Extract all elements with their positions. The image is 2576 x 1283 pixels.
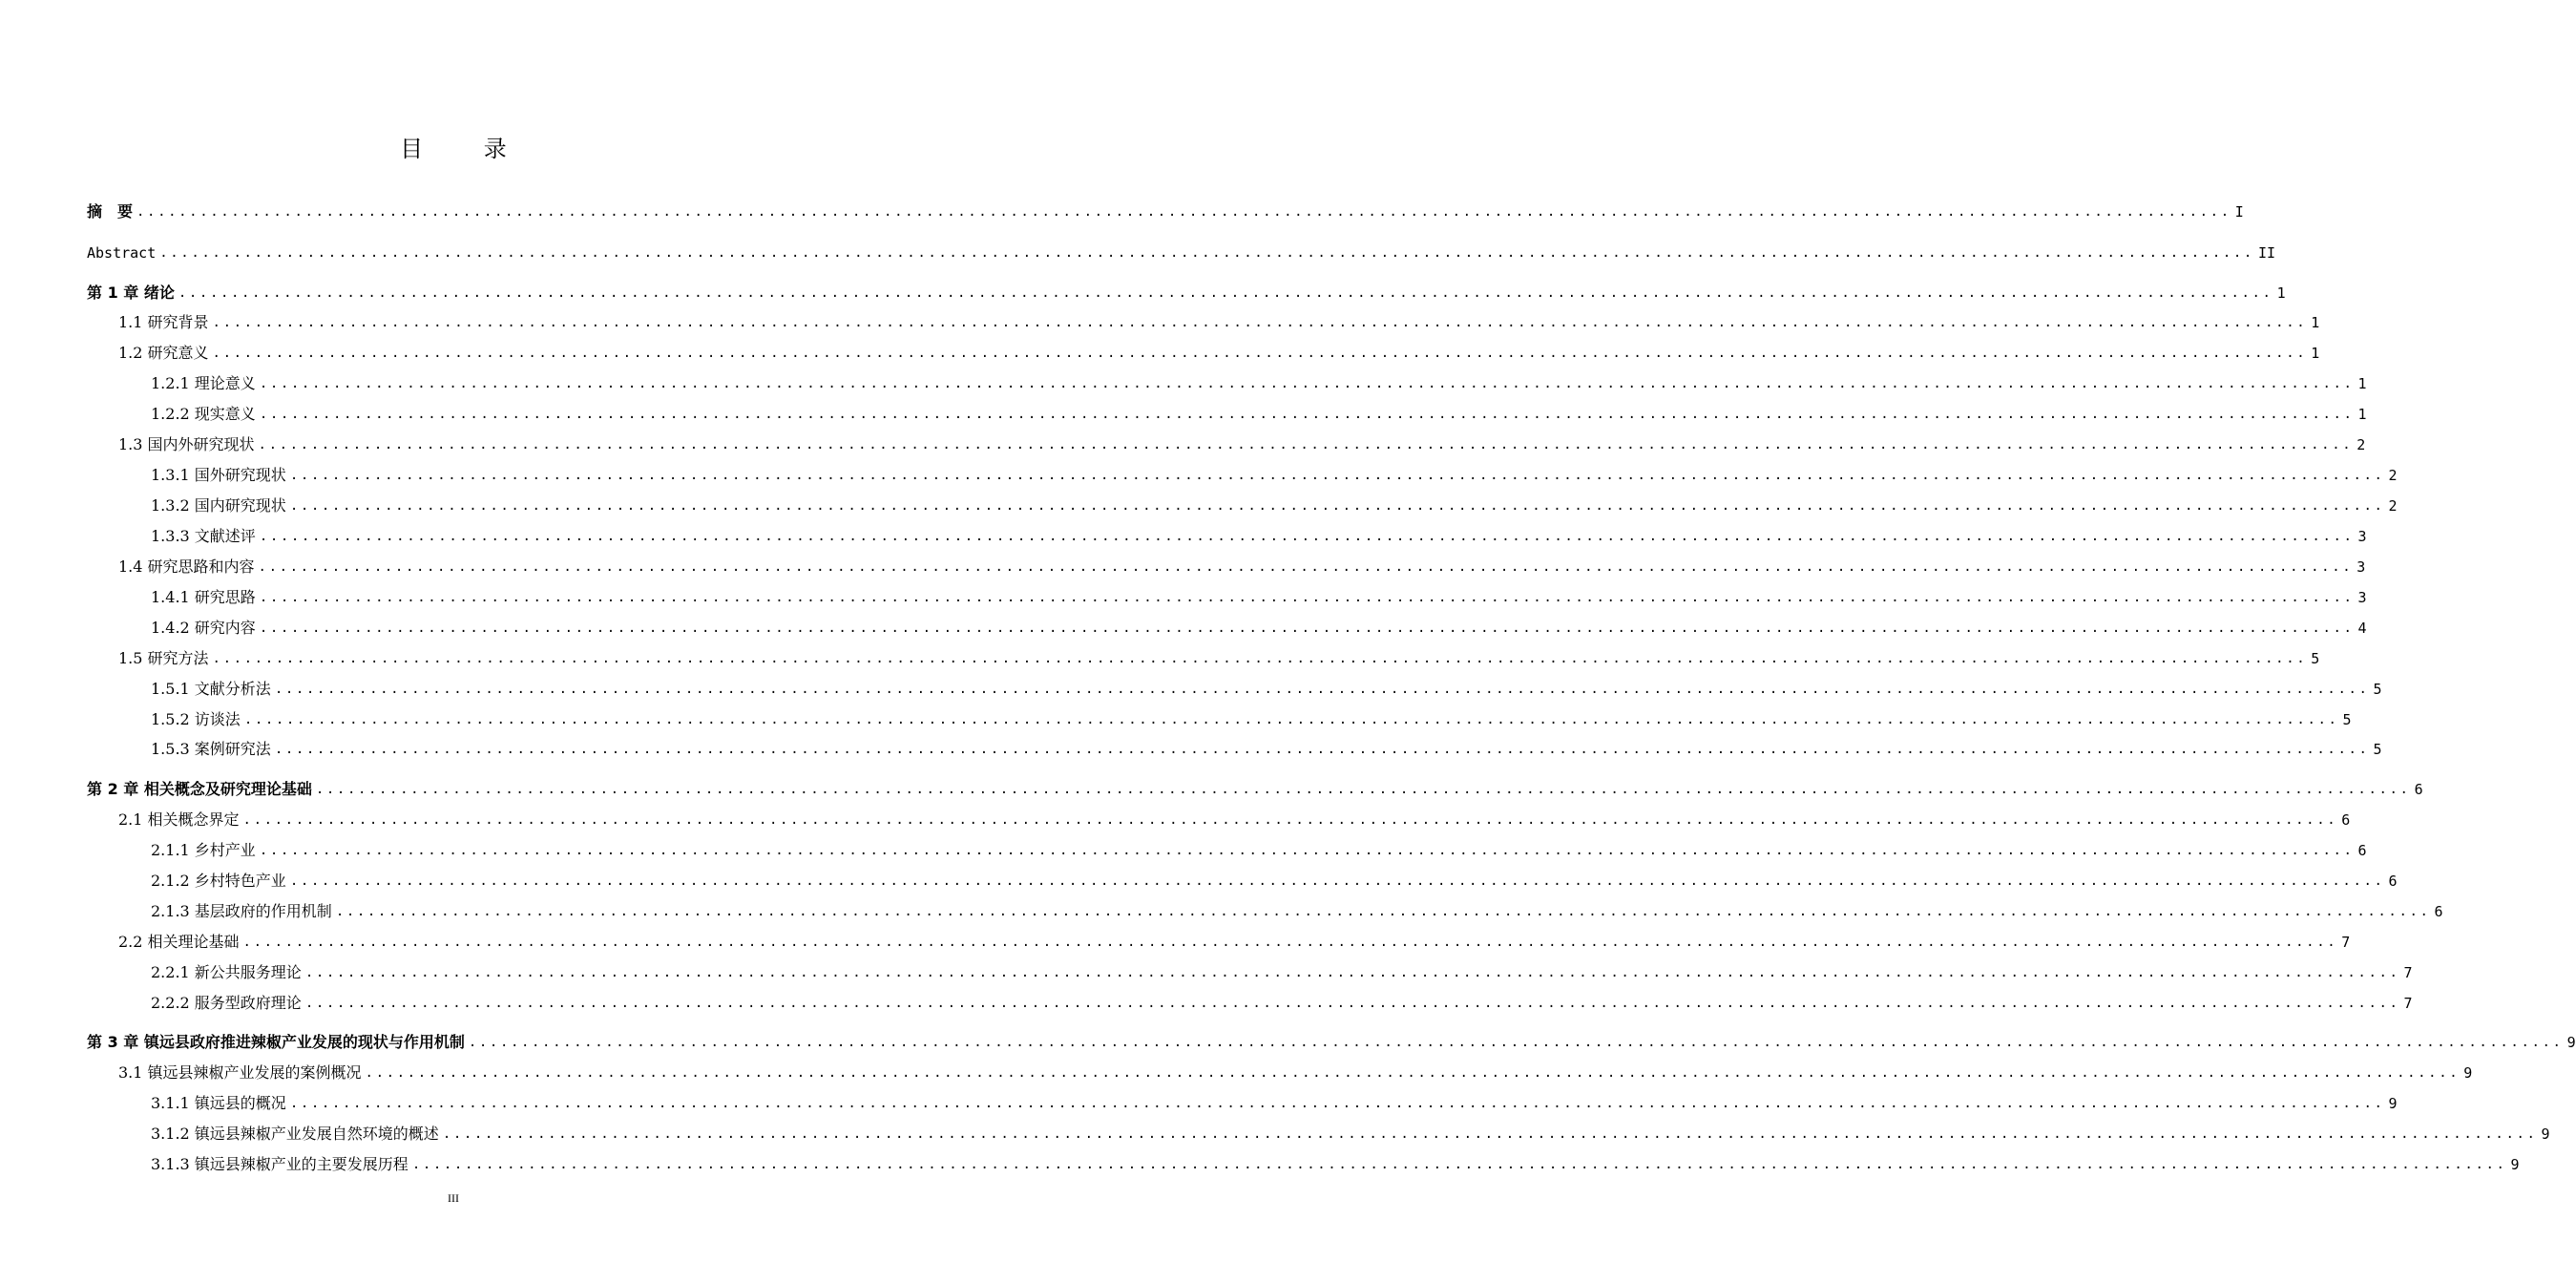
toc-leader-dots: ....................................................................................................................................................................................................... bbox=[258, 559, 2354, 575]
toc-entry-title: 第 1 章 绪论 bbox=[87, 284, 175, 302]
toc-leader-dots: ....................................................................................................................................................................................................... bbox=[212, 651, 2308, 666]
toc-entry[interactable] bbox=[87, 776, 2423, 799]
toc-entry-title: 1.4 研究思路和内容 bbox=[118, 557, 255, 576]
toc-leader-dots: ....................................................................................................................................................................................................... bbox=[468, 1035, 2564, 1050]
toc-leader-dots: ....................................................................................................................................................................................................... bbox=[304, 965, 2400, 980]
toc-entry-page: 5 bbox=[2373, 741, 2382, 758]
toc-leader-dots: ....................................................................................................................................................................................................... bbox=[242, 935, 2338, 950]
toc-entry[interactable] bbox=[151, 584, 2367, 607]
toc-entry-title: 1.1 研究背景 bbox=[118, 313, 209, 331]
toc-leader-dots: ....................................................................................................................................................................................................... bbox=[136, 204, 2231, 220]
toc-entry[interactable] bbox=[151, 1151, 2520, 1174]
toc-entry[interactable] bbox=[118, 645, 2320, 668]
toc-entry-page: 5 bbox=[2373, 681, 2382, 698]
toc-entry-title: 2.1.1 乡村产业 bbox=[151, 841, 256, 859]
toc-entry[interactable] bbox=[87, 1029, 2576, 1052]
toc-entry[interactable] bbox=[151, 493, 2398, 515]
toc-entry-page: II bbox=[2257, 244, 2276, 262]
toc-entry-title: 2.2.2 服务型政府理论 bbox=[151, 994, 302, 1012]
toc-leader-dots: ....................................................................................................................................................................................................... bbox=[289, 1096, 2385, 1111]
toc-leader-dots: ....................................................................................................................................................................................................... bbox=[242, 812, 2338, 828]
toc-entry[interactable] bbox=[151, 523, 2367, 546]
page-number: III bbox=[448, 1191, 459, 1205]
toc-leader-dots: ....................................................................................................................................................................................................... bbox=[258, 437, 2354, 452]
toc-entry-page: 1 bbox=[2357, 406, 2367, 423]
toc-entry-title: 1.5.3 案例研究法 bbox=[151, 740, 271, 758]
toc-entry-title: 2.1.2 乡村特色产业 bbox=[151, 872, 286, 890]
toc-entry[interactable] bbox=[151, 401, 2367, 424]
toc-leader-dots: ....................................................................................................................................................................................................... bbox=[212, 346, 2308, 361]
toc-entry-page: 1 bbox=[2276, 284, 2286, 302]
toc-entry-page: 7 bbox=[2403, 995, 2413, 1012]
toc-entry-page: 4 bbox=[2357, 620, 2367, 637]
toc-entry-page: 7 bbox=[2341, 934, 2351, 951]
toc-entry-title: 1.2 研究意义 bbox=[118, 344, 209, 362]
toc-entry-page: 3 bbox=[2357, 528, 2367, 545]
toc-entry[interactable] bbox=[151, 370, 2367, 393]
toc-leader-dots: ....................................................................................................................................................................................................... bbox=[365, 1065, 2461, 1081]
toc-leader-dots: ....................................................................................................................................................................................................... bbox=[243, 712, 2339, 727]
toc-entry-title: 1.3 国内外研究现状 bbox=[118, 435, 255, 453]
toc-entry[interactable] bbox=[151, 837, 2367, 860]
toc-entry-title: 第 2 章 相关概念及研究理论基础 bbox=[87, 780, 312, 798]
toc-entry-title: 2.2.1 新公共服务理论 bbox=[151, 963, 302, 981]
toc-entry-title: Abstract bbox=[87, 244, 157, 262]
toc-leader-dots: ....................................................................................................................................................................................................... bbox=[335, 904, 2431, 919]
toc-leader-dots: ....................................................................................................................................................................................................... bbox=[442, 1126, 2538, 1142]
toc-leader-dots: ....................................................................................................................................................................................................... bbox=[289, 498, 2385, 514]
toc-entry[interactable] bbox=[151, 676, 2382, 699]
toc-entry-title: 1.3.2 国内研究现状 bbox=[151, 496, 286, 515]
page-title: 目 录 bbox=[400, 136, 534, 162]
toc-entry-page: 9 bbox=[2566, 1034, 2576, 1051]
toc-entry-page: I bbox=[2234, 203, 2244, 221]
toc-entry-page: 6 bbox=[2434, 903, 2443, 920]
toc-leader-dots: ....................................................................................................................................................................................................... bbox=[315, 782, 2411, 797]
toc-leader-dots: ....................................................................................................................................................................................................... bbox=[178, 285, 2273, 301]
toc-entry[interactable] bbox=[151, 868, 2398, 891]
toc-entry[interactable] bbox=[151, 615, 2367, 638]
toc-leader-dots: ....................................................................................................................................................................................................... bbox=[289, 873, 2385, 889]
toc-entry-page: 2 bbox=[2388, 497, 2398, 515]
toc-entry-page: 5 bbox=[2311, 650, 2320, 667]
toc-entry-title: 1.5 研究方法 bbox=[118, 649, 209, 667]
toc-entry[interactable] bbox=[151, 1090, 2398, 1113]
toc-entry-title: 摘 要 bbox=[87, 202, 134, 221]
toc-entry[interactable] bbox=[87, 199, 2244, 221]
toc-leader-dots: ....................................................................................................................................................................................................... bbox=[274, 742, 2370, 757]
toc-entry[interactable] bbox=[118, 807, 2351, 830]
toc-entry[interactable] bbox=[87, 280, 2286, 303]
toc-entry[interactable] bbox=[151, 1121, 2550, 1144]
toc-entry-page: 1 bbox=[2311, 314, 2320, 331]
toc-entry-page: 2 bbox=[2388, 467, 2398, 484]
toc-entry[interactable] bbox=[118, 309, 2320, 332]
toc-entry-title: 1.3.3 文献述评 bbox=[151, 527, 256, 545]
toc-entry-page: 3 bbox=[2356, 558, 2366, 576]
toc-entry[interactable] bbox=[151, 898, 2443, 921]
toc-entry-title: 1.5.2 访谈法 bbox=[151, 710, 241, 728]
toc-leader-dots: ....................................................................................................................................................................................................... bbox=[212, 315, 2308, 330]
toc-entry[interactable] bbox=[118, 554, 2366, 577]
toc-entry-page: 9 bbox=[2510, 1156, 2520, 1173]
toc-entry-page: 1 bbox=[2311, 345, 2320, 362]
toc-entry-page: 9 bbox=[2541, 1125, 2550, 1143]
toc-entry-title: 1.2.2 现实意义 bbox=[151, 405, 256, 423]
toc-entry-page: 2 bbox=[2356, 436, 2366, 453]
toc-entry-title: 3.1 镇远县辣椒产业发展的案例概况 bbox=[118, 1063, 362, 1082]
toc-entry-title: 2.1.3 基层政府的作用机制 bbox=[151, 902, 332, 920]
toc-leader-dots: ....................................................................................................................................................................................................... bbox=[259, 529, 2355, 544]
toc-entry[interactable] bbox=[118, 1060, 2473, 1083]
toc-leader-dots: ....................................................................................................................................................................................................... bbox=[274, 682, 2370, 697]
toc-entry-title: 3.1.1 镇远县的概况 bbox=[151, 1094, 286, 1112]
toc-entry-page: 6 bbox=[2414, 781, 2423, 798]
toc-entry-title: 2.1 相关概念界定 bbox=[118, 810, 240, 829]
toc-entry[interactable] bbox=[151, 706, 2352, 729]
toc-entry-title: 3.1.3 镇远县辣椒产业的主要发展历程 bbox=[151, 1155, 408, 1173]
toc-entry[interactable] bbox=[87, 240, 2276, 263]
toc-entry-title: 1.2.1 理论意义 bbox=[151, 374, 256, 392]
toc-leader-dots: ....................................................................................................................................................................................................... bbox=[289, 468, 2385, 483]
toc-entry-page: 6 bbox=[2388, 873, 2398, 890]
toc-entry[interactable] bbox=[151, 990, 2413, 1013]
toc-entry[interactable] bbox=[118, 340, 2320, 363]
toc-entry[interactable] bbox=[118, 929, 2351, 952]
toc-entry[interactable] bbox=[151, 736, 2382, 759]
toc-entry-page: 9 bbox=[2463, 1064, 2473, 1082]
toc-entry[interactable] bbox=[151, 462, 2398, 485]
toc-leader-dots: ....................................................................................................................................................................................................... bbox=[259, 590, 2355, 605]
toc-entry-page: 3 bbox=[2357, 589, 2367, 606]
toc-entry[interactable] bbox=[118, 431, 2366, 454]
toc-entry-page: 7 bbox=[2403, 964, 2413, 981]
toc-leader-dots: ....................................................................................................................................................................................................... bbox=[304, 996, 2400, 1011]
toc-leader-dots: ....................................................................................................................................................................................................... bbox=[259, 843, 2355, 858]
toc-leader-dots: ....................................................................................................................................................................................................... bbox=[259, 376, 2355, 391]
toc-leader-dots: ....................................................................................................................................................................................................... bbox=[259, 407, 2355, 422]
toc-entry-title: 1.4.1 研究思路 bbox=[151, 588, 256, 606]
toc-entry-page: 6 bbox=[2341, 811, 2351, 829]
toc-entry-page: 1 bbox=[2357, 375, 2367, 392]
toc-leader-dots: ....................................................................................................................................................................................................... bbox=[159, 245, 2254, 261]
toc-entry-page: 9 bbox=[2388, 1095, 2398, 1112]
toc-leader-dots: ....................................................................................................................................................................................................... bbox=[411, 1157, 2507, 1172]
toc-entry-title: 3.1.2 镇远县辣椒产业发展自然环境的概述 bbox=[151, 1125, 439, 1143]
toc-entry-title: 2.2 相关理论基础 bbox=[118, 933, 240, 951]
toc-entry-title: 1.3.1 国外研究现状 bbox=[151, 466, 286, 484]
toc-entry-title: 1.5.1 文献分析法 bbox=[151, 680, 271, 698]
toc-entry-page: 6 bbox=[2357, 842, 2367, 859]
toc-entry-title: 第 3 章 镇远县政府推进辣椒产业发展的现状与作用机制 bbox=[87, 1033, 465, 1051]
toc-entry[interactable] bbox=[151, 959, 2413, 982]
toc-entry-page: 5 bbox=[2342, 711, 2352, 728]
toc-leader-dots: ....................................................................................................................................................................................................... bbox=[259, 620, 2355, 636]
toc-entry-title: 1.4.2 研究内容 bbox=[151, 619, 256, 637]
